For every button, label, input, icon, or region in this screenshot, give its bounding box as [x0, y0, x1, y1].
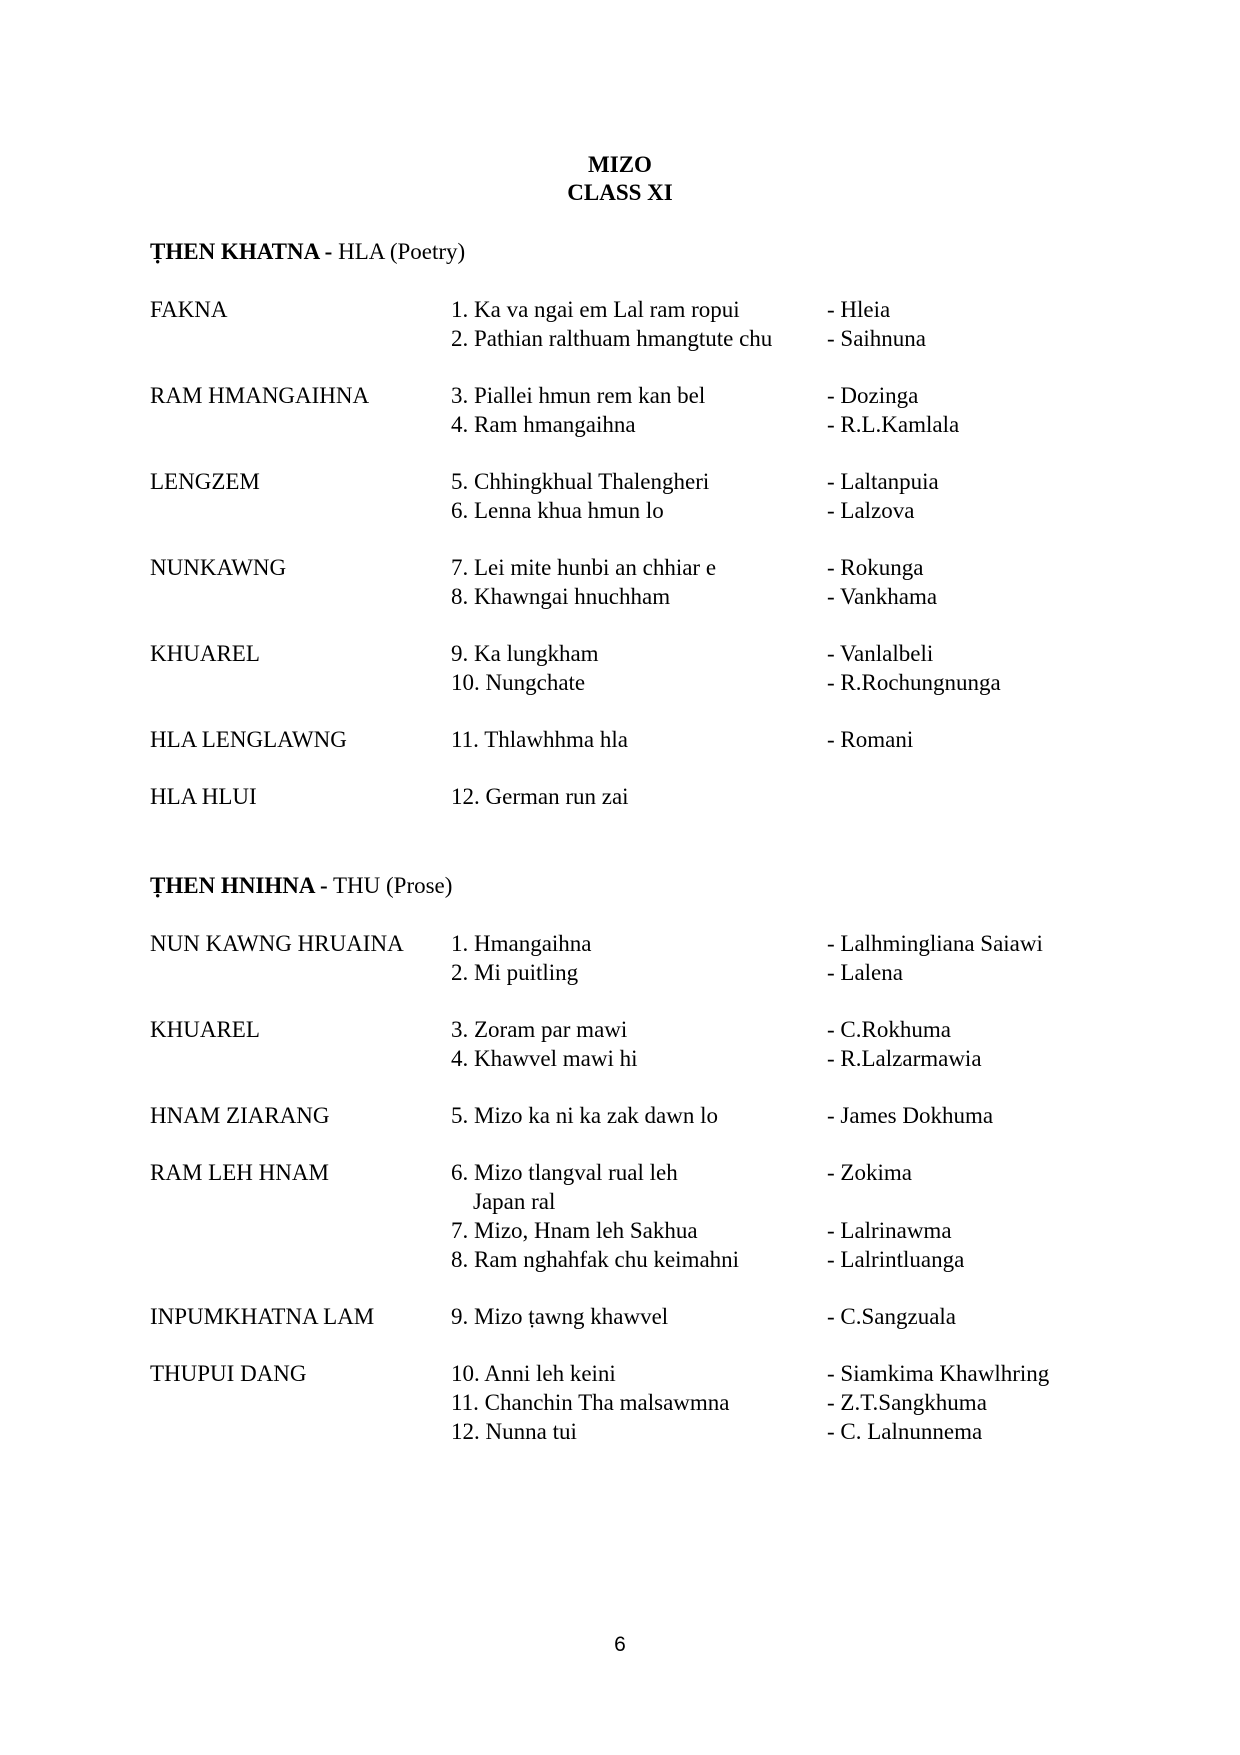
item-title: 4. Khawvel mawi hi [451, 1046, 638, 1071]
item-author: - Hleia [827, 297, 891, 322]
list-item [451, 1302, 1130, 1331]
item-author: - Lalhmingliana Saiawi [827, 931, 1043, 956]
category-label: HNAM ZIARANG [150, 1103, 330, 1128]
list-item [451, 1359, 1130, 1388]
list-item [451, 582, 1130, 611]
item-author: - Vanlalbeli [827, 641, 934, 666]
item-list [451, 381, 1130, 439]
item-author: - C.Rokhuma [827, 1017, 951, 1042]
item-list [451, 929, 1130, 987]
item-list [451, 782, 1130, 811]
item-author: - Zokima [827, 1160, 912, 1185]
item-list [451, 295, 1130, 353]
item-title: 10. Nungchate [451, 670, 586, 695]
section-heading-prose [150, 871, 452, 900]
item-author: - Z.T.Sangkhuma [827, 1390, 987, 1415]
category-group [150, 381, 1130, 439]
list-item [451, 1044, 1130, 1073]
item-title: 10. Anni leh keini [451, 1361, 616, 1386]
item-author: - Saihnuna [827, 326, 927, 351]
category-label: NUNKAWNG [150, 555, 287, 580]
poetry-list [150, 295, 1130, 839]
category-label: INPUMKHATNA LAM [150, 1304, 375, 1329]
list-item [451, 1388, 1130, 1417]
item-title: 4. Ram hmangaihna [451, 412, 636, 437]
list-item [451, 782, 1130, 811]
item-title: 2. Pathian ralthuam hmangtute chu [451, 326, 773, 351]
item-author: - Dozinga [827, 383, 919, 408]
item-author: - Siamkima Khawlhring [827, 1361, 1050, 1386]
list-item [451, 1158, 1130, 1187]
item-author [827, 782, 1130, 811]
item-author: - C. Lalnunnema [827, 1419, 983, 1444]
item-title: 5. Chhingkhual Thalengheri [451, 469, 710, 494]
item-list [451, 1015, 1130, 1073]
item-author: - Vankhama [827, 584, 938, 609]
item-title-continuation: Japan ral [473, 1189, 556, 1214]
item-list [451, 1302, 1130, 1331]
item-author: - Lalrinawma [827, 1218, 952, 1243]
item-author: - Lalena [827, 960, 903, 985]
item-author: - R.L.Kamlala [827, 412, 960, 437]
item-title: 2. Mi puitling [451, 960, 579, 985]
category-label: LENGZEM [150, 469, 260, 494]
list-item [451, 1101, 1130, 1130]
category-label: RAM LEH HNAM [150, 1160, 329, 1185]
list-item [451, 295, 1130, 324]
item-list [451, 553, 1130, 611]
item-author: - Lalzova [827, 498, 915, 523]
item-title: 7. Lei mite hunbi an chhiar e [451, 555, 717, 580]
category-group [150, 1015, 1130, 1073]
item-title: 9. Ka lungkham [451, 641, 599, 666]
item-title: 12. German run zai [451, 784, 629, 809]
item-title: 8. Ram nghahfak chu keimahni [451, 1247, 740, 1272]
item-title: 8. Khawngai hnuchham [451, 584, 671, 609]
item-title: 1. Hmangaihna [451, 931, 592, 956]
category-label: KHUAREL [150, 1017, 260, 1042]
prose-list [150, 929, 1130, 1474]
category-group [150, 639, 1130, 697]
item-title: 11. Thlawhhma hla [451, 727, 628, 752]
item-title: 6. Lenna khua hmun lo [451, 498, 664, 523]
item-author: - Romani [827, 727, 914, 752]
list-item [451, 410, 1130, 439]
category-group [150, 1158, 1130, 1274]
category-group [150, 295, 1130, 353]
list-item [451, 929, 1130, 958]
section-label: ṬHEN KHATNA - [150, 239, 333, 264]
page-header [0, 151, 1240, 207]
item-title: 12. Nunna tui [451, 1419, 577, 1444]
list-item [451, 668, 1130, 697]
list-item [451, 1417, 1130, 1446]
item-author: - Lalrintluanga [827, 1247, 965, 1272]
category-group [150, 467, 1130, 525]
category-group [150, 553, 1130, 611]
category-label: HLA HLUI [150, 784, 257, 809]
item-title: 7. Mizo, Hnam leh Sakhua [451, 1218, 698, 1243]
item-author: - James Dokhuma [827, 1103, 994, 1128]
section-heading-poetry [150, 237, 465, 266]
category-group [150, 1359, 1130, 1446]
item-title: 3. Piallei hmun rem kan bel [451, 383, 706, 408]
item-title: 6. Mizo tlangval rual leh [451, 1160, 678, 1185]
list-item [451, 553, 1130, 582]
item-list [451, 467, 1130, 525]
list-item [451, 1015, 1130, 1044]
list-item [451, 324, 1130, 353]
item-author: - Laltanpuia [827, 469, 939, 494]
item-title: 5. Mizo ka ni ka zak dawn lo [451, 1103, 718, 1128]
list-item [451, 958, 1130, 987]
item-author: - R.Lalzarmawia [827, 1046, 982, 1071]
list-item [451, 1245, 1130, 1274]
list-item [451, 725, 1130, 754]
item-list [451, 1101, 1130, 1130]
item-title: 9. Mizo ṭawng khawvel [451, 1304, 669, 1329]
category-label: NUN KAWNG HRUAINA [150, 931, 404, 956]
item-list [451, 1359, 1130, 1446]
subject-title: MIZO [588, 152, 652, 177]
item-title: 11. Chanchin Tha malsawmna [451, 1390, 730, 1415]
category-label: FAKNA [150, 297, 228, 322]
item-title: 3. Zoram par mawi [451, 1017, 628, 1042]
item-list [451, 639, 1130, 697]
category-group [150, 1101, 1130, 1130]
item-author: - Rokunga [827, 555, 924, 580]
list-item [451, 467, 1130, 496]
section-label: ṬHEN HNIHNA - [150, 873, 328, 898]
category-label: THUPUI DANG [150, 1361, 307, 1386]
section-subtitle: HLA (Poetry) [332, 239, 466, 264]
category-group [150, 929, 1130, 987]
item-title: 1. Ka va ngai em Lal ram ropui [451, 297, 740, 322]
list-item [451, 1216, 1130, 1245]
list-item [451, 381, 1130, 410]
category-group [150, 782, 1130, 811]
item-list [451, 1158, 1130, 1274]
item-list [451, 725, 1130, 754]
category-label: KHUAREL [150, 641, 260, 666]
category-label: HLA LENGLAWNG [150, 727, 347, 752]
list-item [451, 639, 1130, 668]
category-group [150, 1302, 1130, 1331]
category-label: RAM HMANGAIHNA [150, 383, 370, 408]
page-number: 6 [614, 1633, 626, 1656]
item-author: - C.Sangzuala [827, 1304, 957, 1329]
list-item [451, 496, 1130, 525]
class-title: CLASS XI [567, 180, 673, 205]
category-group [150, 725, 1130, 754]
section-subtitle: THU (Prose) [327, 873, 453, 898]
item-author: - R.Rochungnunga [827, 670, 1001, 695]
